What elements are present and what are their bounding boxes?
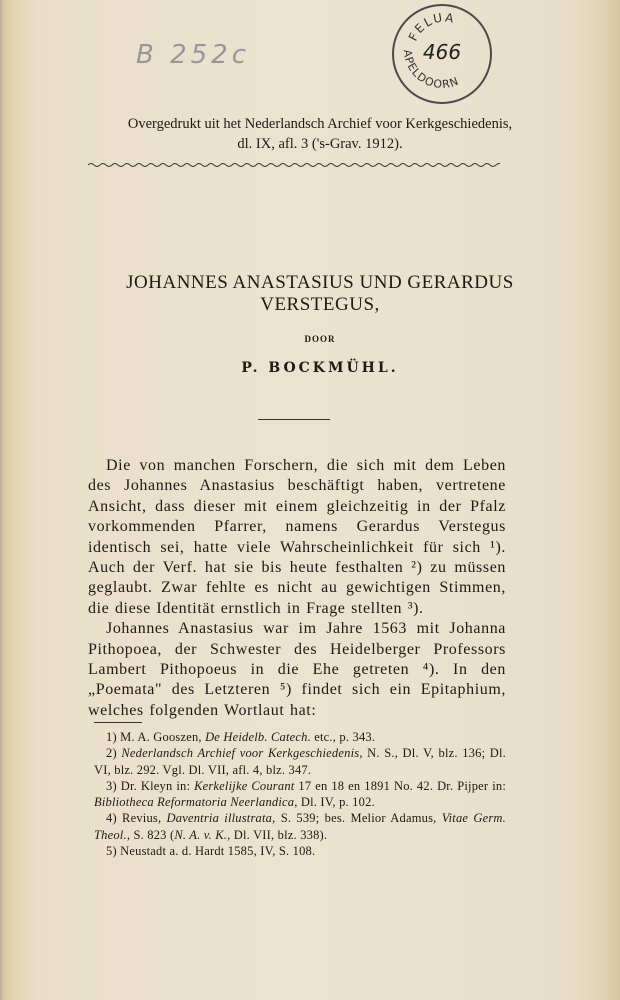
stamp-number: 466 bbox=[422, 40, 462, 64]
svg-text:FELUA bbox=[406, 10, 457, 43]
title-line-1: JOHANNES ANASTASIUS UND GERARDUS bbox=[126, 272, 514, 293]
offprint-header bbox=[70, 114, 570, 154]
header-line-1: Overgedrukt uit het Nederlandsch Archief voor Kerkgeschiedenis, bbox=[127, 116, 513, 132]
footnote-2: 2) Nederlandsch Archief voor Kerkgeschiedenis, N. S., Dl. V, blz. 136; Dl. VI, blz. 292. Vgl. Dl. VII, afl. 4, blz. 347. bbox=[94, 746, 507, 777]
byline-label: DOOR bbox=[304, 334, 336, 344]
paragraph-2: Johannes Anastasius war im Jahre 1563 mit Johanna Pithopoea, der Schwester des Heidelberger Professors Lambert Pithopoeus in die Ehe getreten ⁴). In den „Poemata" des Letzteren ⁵) findet sich ein Epitaphium, welches folgenden Wortlaut hat: bbox=[88, 620, 506, 719]
paragraph-1: Die von manchen Forschern, die sich mit dem Leben des Johannes Anastasius beschäftigt haben, vertretene Ansicht, dass dieser mit einem gleichzeitig in der Pfalz vorkommenden Pfarrer, namens Gerardus Verstegus identisch sei, hatte viele Wahrscheinlichkeit für sich ¹). Auch der Verf. hat sie bis heute festhalten ²) zu müssen geglaubt. Zwar fehlte es nicht au gewichtigen Stimmen, die diese Identität ernstlich in Frage stellten ³). bbox=[88, 457, 506, 617]
footnote-1: 1) M. A. Gooszen, De Heidelb. Catech. etc., p. 343. bbox=[106, 730, 376, 744]
title-line-2: VERSTEGUS, bbox=[260, 294, 380, 315]
footnote-5: 5) Neustadt a. d. Hardt 1585, IV, S. 108. bbox=[106, 844, 316, 859]
author-name: P. BOCKMÜHL. bbox=[241, 360, 399, 376]
header-line-2: dl. IX, afl. 3 ('s-Grav. 1912). bbox=[237, 136, 403, 152]
library-stamp bbox=[392, 4, 492, 104]
body-text bbox=[88, 456, 506, 721]
stamp-top-text: FELUA bbox=[405, 10, 457, 44]
article-title bbox=[70, 272, 570, 316]
stamp-bottom-text: APELDOORN bbox=[400, 48, 462, 92]
wavy-divider bbox=[88, 161, 500, 169]
footnotes bbox=[94, 729, 506, 859]
footnote-rule bbox=[94, 722, 142, 723]
handwritten-shelfmark: B 252c bbox=[136, 40, 251, 70]
title-rule bbox=[258, 419, 330, 420]
footnote-4: 4) Revius, Daventria illustrata, S. 539; bes. Melior Adamus, Vitae Germ. Theol., S. 823 (N. A. v. K., Dl. VII, blz. 338). bbox=[94, 811, 506, 842]
footnote-3: 3) Dr. Kleyn in: Kerkelijke Courant 17 en 18 en 1891 No. 42. Dr. Pijper in: Bibliotheca Reformatoria Neerlandica, Dl. IV, p. 102. bbox=[94, 778, 506, 810]
